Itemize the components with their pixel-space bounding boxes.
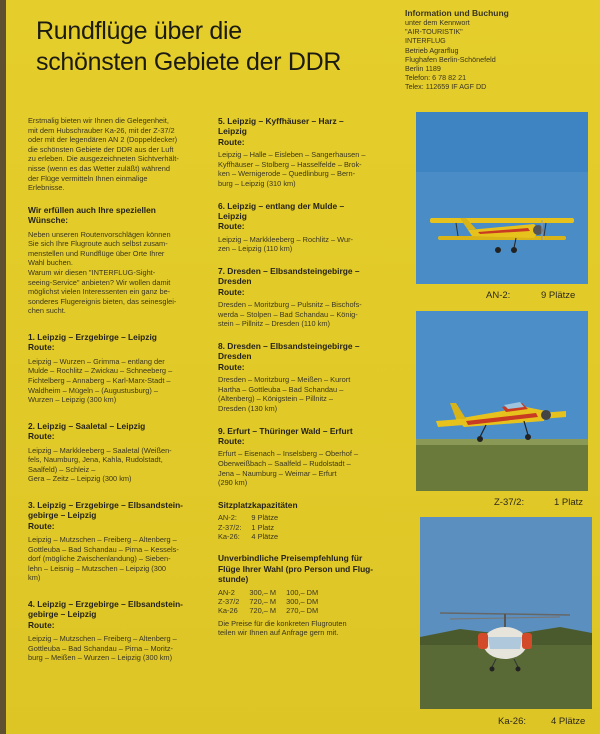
route-line: Waldheim – Mügeln – (Augustusburg) – [28,385,158,395]
intro-line: mit dem Hubschrauber Ka-26, mit der Z-37/2 [28,125,175,135]
route-line: burg – Meißen – Wurzen – Leipzig (300 km) [28,653,173,663]
route-line: Leipzig – Markkleeberg – Saaletal (Weißen- [28,445,172,455]
route-heading-line: 7. Dresden – Elbsandsteingebirge – [218,266,360,276]
route-heading-line: Route: [28,342,55,353]
route-heading-line: 2. Leipzig – Saaletal – Leipzig [28,420,146,431]
route-line: Mulde – Rochlitz – Zwickau – Schneeberg – [28,366,173,376]
route-line: Gera – Zeitz – Leipzig (300 km) [28,474,132,484]
route-line: Dresden (130 km) [218,404,278,413]
seats-cell: 9 Plätze [251,513,279,523]
route-line: (290 km) [218,478,248,488]
route-heading-line: 5. Leipzig – Kyffhäuser – Harz – [218,116,344,126]
route-text [218,150,408,188]
capacity-table [218,513,288,541]
route-line: Jena – Naumburg – Weimar – Erfurt [218,468,337,478]
route-line: Leipzig – Halle – Eisleben – Sangerhausen – [218,150,366,160]
an2-biplane-photo [416,112,588,284]
route-heading [28,332,208,353]
price-dm-cell: 100,– DM [286,587,319,597]
route-line: lehn – Leisnig – Mutzschen – Leipzig (300 [28,563,167,573]
table-row [218,523,288,532]
price-mark-cell: 720,– M [249,597,277,607]
route-line: Saalfeld) – Schleiz – [28,464,96,474]
price-section [218,553,408,638]
route-heading-line: Route: [218,286,245,297]
capacity-heading: Sitzplatzkapazitäten [218,499,298,510]
route-line: Dresden – Moritzburg – Meißen – Kurort [218,375,351,385]
seats-cell: 1 Platz [251,522,275,532]
booking-line: INTERFLUG [405,36,446,46]
route-heading [218,201,408,232]
route-line: Erfurt – Eisenach – Inselsberg – Oberhof – [218,449,359,459]
route-text [218,300,408,329]
route-6 [218,201,408,254]
route-line: ken – Wernigerode – Quedlinburg – Bern- [218,169,356,179]
booking-line: unter dem Kennwort [405,18,470,27]
brochure-page [6,0,600,734]
aircraft-cell: Ka-26 [218,606,238,616]
aircraft-cell: Ka-26: [218,532,240,541]
route-heading [218,426,408,447]
page-title [36,16,396,78]
route-4 [28,599,208,663]
route-line: zen – Leipzig (110 km) [218,244,293,254]
route-line: Leipzig – Mutzschen – Freiberg – Altenberg – [28,634,177,644]
route-5 [218,116,408,189]
route-heading [28,500,208,531]
route-3 [28,500,208,583]
route-line: Dresden – Moritzburg – Pulsnitz – Bischofs- [218,300,362,310]
route-line: Gottleuba – Bad Schandau – Pirna – Moritz- [28,643,174,653]
route-text [28,357,208,405]
wishes-heading-line: Wir erfüllen auch Ihre speziellen [28,204,156,215]
table-row [218,597,328,606]
route-text [218,449,408,487]
price-dm-cell: 300,– DM [286,597,319,607]
route-text [218,375,408,413]
route-heading-line: 3. Leipzig – Erzgebirge – Elbsandstein- [28,499,183,510]
seats-cell: 4 Plätze [251,532,279,541]
route-line: Leipzig – Wurzen – Grimma – entlang der [28,356,165,366]
route-line: Gottleuba – Bad Schandau – Pirna – Kessels- [28,544,179,554]
route-heading-line: Route: [218,136,245,147]
intro-line: zu erleben. Die ausgezeichneten Sichtverhält- [28,154,179,164]
ka26-helicopter-image [420,517,592,709]
price-mark-cell: 300,– M [249,587,277,597]
aircraft-cell: Z-37/2 [218,597,240,607]
booking-line: "AIR-TOURISTIK" [405,27,463,37]
route-text [218,235,408,254]
capacity-section [218,500,408,542]
ka26-helicopter-photo [420,517,592,709]
route-line: dorf (mögliche Zwischenlandung) – Sieben- [28,554,171,564]
wishes-line: möglichst vielen Interessenten ein ganz be- [28,287,171,297]
route-line: Leipzig – Markkleeberg – Rochlitz – Wur- [218,234,354,244]
route-8 [218,341,408,414]
booking-line: Flughafen Berlin-Schönefeld [405,54,496,64]
route-heading [28,421,208,442]
route-line: Oberweißbach – Saalfeld – Rudolstadt – [218,459,351,468]
route-heading-line: Dresden [218,351,252,362]
route-heading-line: 1. Leipzig – Erzgebirge – Leipzig [28,331,157,342]
z37-plane-image [416,311,588,491]
intro-line: die schönsten Gebiete der DDR aus der Luft [28,144,174,154]
wishes-line: chen sucht. [28,306,66,316]
wishes-line: Sie sich Ihre Flugroute auch selbst zusam- [28,239,168,249]
wishes-heading-line: Wünsche: [28,215,69,226]
route-heading-line: Route: [218,436,245,446]
price-dm-cell: 270,– DM [286,606,319,616]
route-heading [28,599,208,630]
route-line: Hartha – Gottleuba – Bad Schandau – [218,384,344,394]
price-note-line: Die Preise für die konkreten Flugrouten [218,618,347,628]
table-row [218,532,288,541]
route-heading [218,341,408,372]
table-row [218,513,288,522]
route-heading [218,266,408,297]
wishes-line: sonderes Flugereignis bieten, das seinesglei- [28,296,177,306]
booking-line: Berlin 1189 [405,64,441,74]
wishes-heading [28,205,208,226]
route-text [28,446,208,484]
left-column [28,116,208,675]
price-mark-cell: 720,– M [249,606,277,616]
route-line: Kyffhäuser – Stolberg – Hasselfelde – Brok- [218,159,362,169]
intro-line: der Flüge vermitteln Ihnen einmalige [28,173,148,183]
intro-line: Erstmalig bieten wir Ihnen die Gelegenheit, [28,116,169,125]
title-line: schönsten Gebiete der DDR [36,48,342,76]
route-heading-line: 9. Erfurt – Thüringer Wald – Erfurt [218,425,353,436]
aircraft-cell: Z-37/2: [218,522,242,532]
booking-info [405,8,595,92]
route-line: (Altenberg) – Königstein – Pillnitz – [218,394,334,404]
route-heading-line: Dresden [218,276,252,287]
route-line: stein – Pillnitz – Dresden (110 km) [218,319,330,329]
route-heading-line: Route: [218,221,245,232]
route-heading-line: Route: [218,361,245,372]
route-line: Wurzen – Leipzig (300 km) [28,395,117,405]
route-heading-line: Leipzig [218,126,247,137]
booking-heading: Information und Buchung [405,8,509,18]
wishes-line: menstellen und Rundflüge über Orte Ihrer [28,248,165,258]
route-line: burg – Leipzig (310 km) [218,179,296,188]
caption-z37-seats: 1 Platz [554,497,584,508]
route-line: fels, Naumburg, Jena, Kahla, Rudolstadt, [28,455,163,465]
price-heading-line: Unverbindliche Preisempfehlung für [218,553,363,564]
caption-an2-name: AN-2: [486,290,511,301]
route-text [28,634,208,663]
wishes-line: Warum wir diesen "INTERFLUG-Sight- [28,267,156,277]
table-row [218,588,328,597]
price-note-line: teilen wir Ihnen auf Anfrage gern mit. [218,628,339,638]
price-note [218,619,408,638]
route-heading-line: Route: [28,619,55,630]
route-line: Leipzig – Mutzschen – Freiberg – Altenberg – [28,535,177,545]
intro-line: nisse (wenn es das Wetter zuläßt) während [28,163,170,173]
route-line: km) [28,573,41,583]
caption-an2-seats: 9 Plätze [541,290,576,301]
route-1 [28,332,208,405]
intro-line: oder mit der legendären AN 2 (Doppeldecker) [28,135,178,145]
route-2 [28,421,208,484]
route-heading-line: Leipzig [218,211,247,221]
z37-plane-photo [416,311,588,491]
price-heading-line: Flüge Ihrer Wahl (pro Person und Flug- [218,563,374,574]
booking-line: Telex: 112659 IF AGF DD [405,82,487,92]
route-text [28,535,208,583]
wishes-line: seeing-Service" anbieten? Wir wollen damit [28,277,171,287]
route-heading-line: 6. Leipzig – entlang der Mulde – [218,200,345,211]
intro-paragraph [28,116,208,193]
price-table [218,588,328,616]
route-heading-line: Route: [28,520,55,531]
caption-ka26-name: Ka-26: [498,716,526,727]
wishes-paragraph [28,230,208,316]
route-heading-line: gebirge – Leipzig [28,609,97,620]
booking-line: Betrieb Agrarflug [405,45,459,55]
route-line: Fichtelberg – Annaberg – Karl-Marx-Stadt – [28,375,171,385]
route-9 [218,426,408,488]
table-row [218,606,328,615]
booking-line: Telefon: 6 78 82 21 [405,73,467,83]
an2-biplane-image [416,112,588,284]
route-heading-line: 4. Leipzig – Erzgebirge – Elbsandstein- [28,599,183,610]
price-heading [218,553,408,584]
route-heading-line: gebirge – Leipzig [28,510,97,521]
aircraft-cell: AN-2 [218,587,235,597]
route-line: werda – Stolpen – Bad Schandau – König- [218,309,358,319]
title-line: Rundflüge über die [36,17,242,45]
route-7 [218,266,408,329]
route-heading [218,116,408,147]
caption-ka26-seats: 4 Plätze [551,716,586,727]
wishes-line: Wahl buchen. [28,258,73,268]
price-heading-line: stunde) [218,574,249,585]
intro-line: Erlebnisse. [28,183,65,193]
aircraft-cell: AN-2: [218,513,237,523]
caption-z37-name: Z-37/2: [494,497,525,508]
route-heading-line: Route: [28,431,55,442]
wishes-line: Neben unseren Routenvorschlägen können [28,229,171,239]
route-heading-line: 8. Dresden – Elbsandsteingebirge – [218,341,360,351]
middle-column [218,116,408,638]
